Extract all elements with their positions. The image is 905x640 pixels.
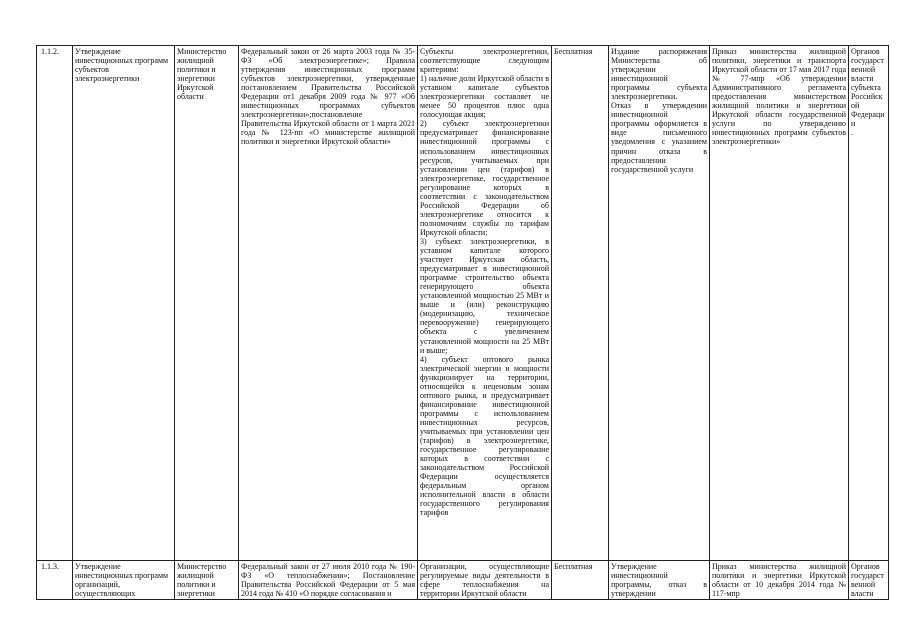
authority-level-cell: Органов государственной власти субъекта Российской Федерации . [849, 46, 889, 561]
result-cell: Издание распоряжения Министерства об утверждении инвестиционной программы субъекта электроэнергетики. Отказ в утверждении инвестиционной программы оформляется в виде письменного уведомления с указанием причин отказа в предоставлении государственной услуги [609, 46, 710, 561]
service-name-cell: Утверждение инвестиционных программ субъектов электроэнергетики [73, 46, 175, 561]
row-number: 1.1.2. [37, 46, 73, 561]
result-cell: Утверждение инвестиционной программы, отказ в утверждении [609, 561, 710, 600]
legal-basis-cell: Федеральный закон от 27 июля 2010 года № 190-ФЗ «О теплоснабжении»; Постановление Правительства Российской Федерации от 5 мая 2014 года № 410 «О порядке согласования и [239, 561, 418, 600]
services-table-page [36, 45, 888, 600]
applicants-cell: Субъекты электроэнергетики, соответствующие следующим критериям: 1) наличие доли Иркутской области в уставном капитале субъектов электроэнергетики составляет не менее 50 процентов плюс одна голосующая акция; 2) субъект электроэнергетики предусматривает финансирование инвестиционной программы с использованием инвестиционных ресурсов, учитываемых при установлении цен (тарифов) в электроэнергетике, государственное регулирование которых в соответствии с законодательством Российской Федерации об электроэнергетике относится к полномочиям службы по тарифам Иркутской области; 3) субъект электроэнергетики, в уставном капитале которого участвует Иркутская область, предусматривает в инвестиционной программе строительство объекта генерирующего объекта установленной мощностью 25 МВт и выше и (или) реконструкцию (модернизацию, техническое перевооружение) генерирующего объекта с увеличением установленной мощности на 25 МВт и выше; 4) субъект оптового рынка электрической энергии и мощности функционирует на территории, относящейся к неценовым зонам оптового рынка, и предусматривает финансирование инвестиционной программы с использованием инвестиционных ресурсов, учитываемых при установлении цен (тарифов) в электроэнергетике, государственное регулирование которых в соответствии с законодательством Российской Федерации осуществляется федеральным органом исполнительной власти в области государственного регулирования тарифов [418, 46, 552, 561]
regulation-cell: Приказ министерства жилищной политики, энергетики и транспорта Иркутской области от 17 мая 2017 года № 77-мпр «Об утверждении Административного регламента предоставления министерством жилищной политики и энергетики Иркутской области государственной услуги по утверждению инвестиционных программ субъектов электроэнергетики» [710, 46, 849, 561]
table-row [37, 561, 889, 600]
legal-basis-cell: Федеральный закон от 26 марта 2003 года № 35-ФЗ «Об электроэнергетике»; Правила утверждения инвестиционных программ субъектов электроэнергетики, утвержденные постановлением Правительства Российской Федерации от1 декабря 2009 года № 977 «Об инвестиционных программах субъектов электроэнергетики»;постановление Правительства Иркутской области от 1 марта 2021 года № 123-пп «О министерстве жилищной политики и энергетики Иркутской области» [239, 46, 418, 561]
table-row [37, 46, 889, 561]
services-table [36, 45, 889, 600]
fee-cell: Бесплатная [552, 561, 609, 600]
applicants-cell: Организации, осуществляющие регулируемые виды деятельности в сфере теплоснабжения на территории Иркутской области [418, 561, 552, 600]
authority-cell: Министерство жилищной политики и энергетики [175, 561, 239, 600]
authority-level-cell: Органов государственной власти [849, 561, 889, 600]
row-number: 1.1.3. [37, 561, 73, 600]
service-name-cell: Утверждение инвестиционных программ организаций, осуществляющих [73, 561, 175, 600]
regulation-cell: Приказ министерства жилищной политики и энергетики Иркутской области от 10 декабря 2014 года № 117-мпр [710, 561, 849, 600]
fee-cell: Бесплатная [552, 46, 609, 561]
authority-cell: Министерство жилищной политики и энергетики Иркутской области [175, 46, 239, 561]
